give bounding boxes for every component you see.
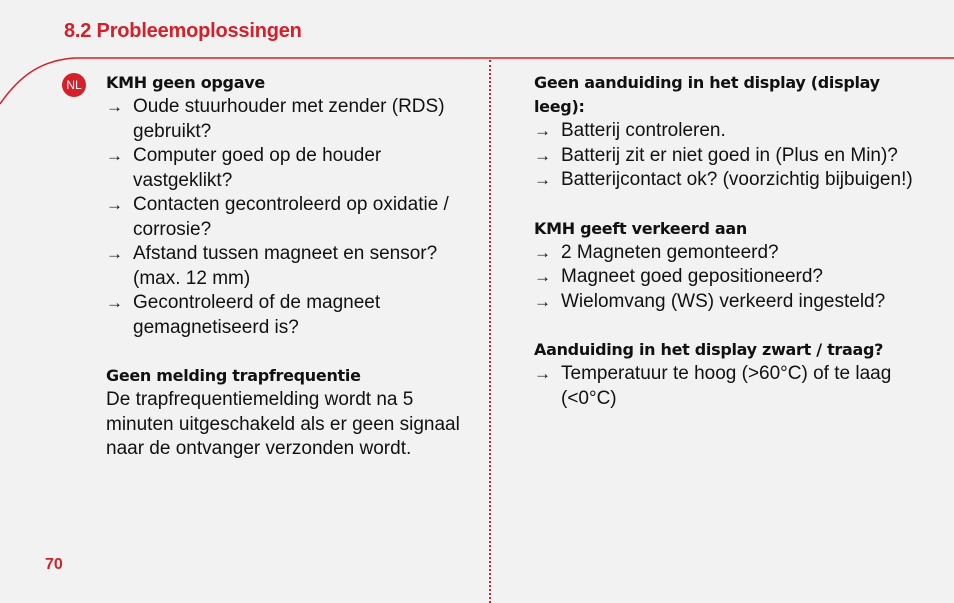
language-badge-icon: NL [62,73,86,97]
section-title: 8.2 Probleemoplossingen [64,20,302,42]
arrow-right-icon: → [534,364,551,383]
bullet-item [534,241,934,266]
bullet-item [106,144,476,193]
troubleshooting-section [534,338,934,411]
section-heading: Geen melding trapfrequentie [106,366,361,385]
arrow-right-icon: → [106,293,123,312]
troubleshooting-section [534,217,934,315]
arrow-right-icon: → [534,170,551,189]
bullet-text: Batterij zit er niet goed in (Plus en Min)? [561,144,898,166]
troubleshooting-section [534,71,934,193]
bullet-text: Magneet goed gepositioneerd? [561,266,823,287]
bullet-text: 2 Magneten gemonteerd? [561,241,779,263]
section-paragraph: De trapfrequentiemelding wordt na 5 minuten uitgeschakeld als er geen signaal naar de ontvanger verzonden wordt. [106,389,460,459]
bullet-text: Batterij controleren. [561,120,726,141]
right-column [534,71,934,435]
section-heading: Aanduiding in het display zwart / traag? [534,340,884,359]
bullet-text: Batterijcontact ok? (voorzichtig bijbuigen!) [561,169,913,190]
bullet-text: Wielomvang (WS) verkeerd ingesteld? [561,290,886,312]
bullet-item [534,362,934,411]
column-divider [489,60,491,603]
section-heading: Geen aanduiding in het display (display leeg): [534,73,880,116]
arrow-right-icon: → [534,121,551,140]
bullet-item [534,144,934,169]
section-heading: KMH geen opgave [106,73,265,92]
bullet-text: Temperatuur te hoog (>60°C) of te laag (<0°C) [561,363,892,409]
bullet-text: Afstand tussen magneet en sensor? (max. 12 mm) [133,243,438,289]
arrow-right-icon: → [534,242,551,262]
bullet-item [534,290,934,315]
arrow-right-icon: → [106,146,123,165]
bullet-text: Oude stuurhouder met zender (RDS) gebruikt? [133,96,445,142]
arrow-right-icon: → [534,145,551,165]
bullet-item [534,168,934,193]
bullet-text: Computer goed op de houder vastgeklikt? [133,145,382,191]
bullet-item [106,193,476,242]
bullet-text: Gecontroleerd of de magneet gemagnetiseerd is? [133,292,381,338]
bullet-item [106,95,476,144]
arrow-right-icon: → [106,244,123,263]
troubleshooting-section [106,364,476,462]
section-heading: KMH geeft verkeerd aan [534,218,748,238]
bullet-item [106,242,476,291]
left-column [106,71,476,486]
arrow-right-icon: → [106,195,123,214]
arrow-right-icon: → [534,291,551,311]
bullet-item [534,119,934,144]
bullet-text: Contacten gecontroleerd op oxidatie / corrosie? [133,194,449,240]
page-number: 70 [45,556,63,573]
arrow-right-icon: → [534,267,551,286]
troubleshooting-section [106,71,476,340]
bullet-item [106,291,476,340]
bullet-item [534,265,934,290]
arrow-right-icon: → [106,97,123,116]
